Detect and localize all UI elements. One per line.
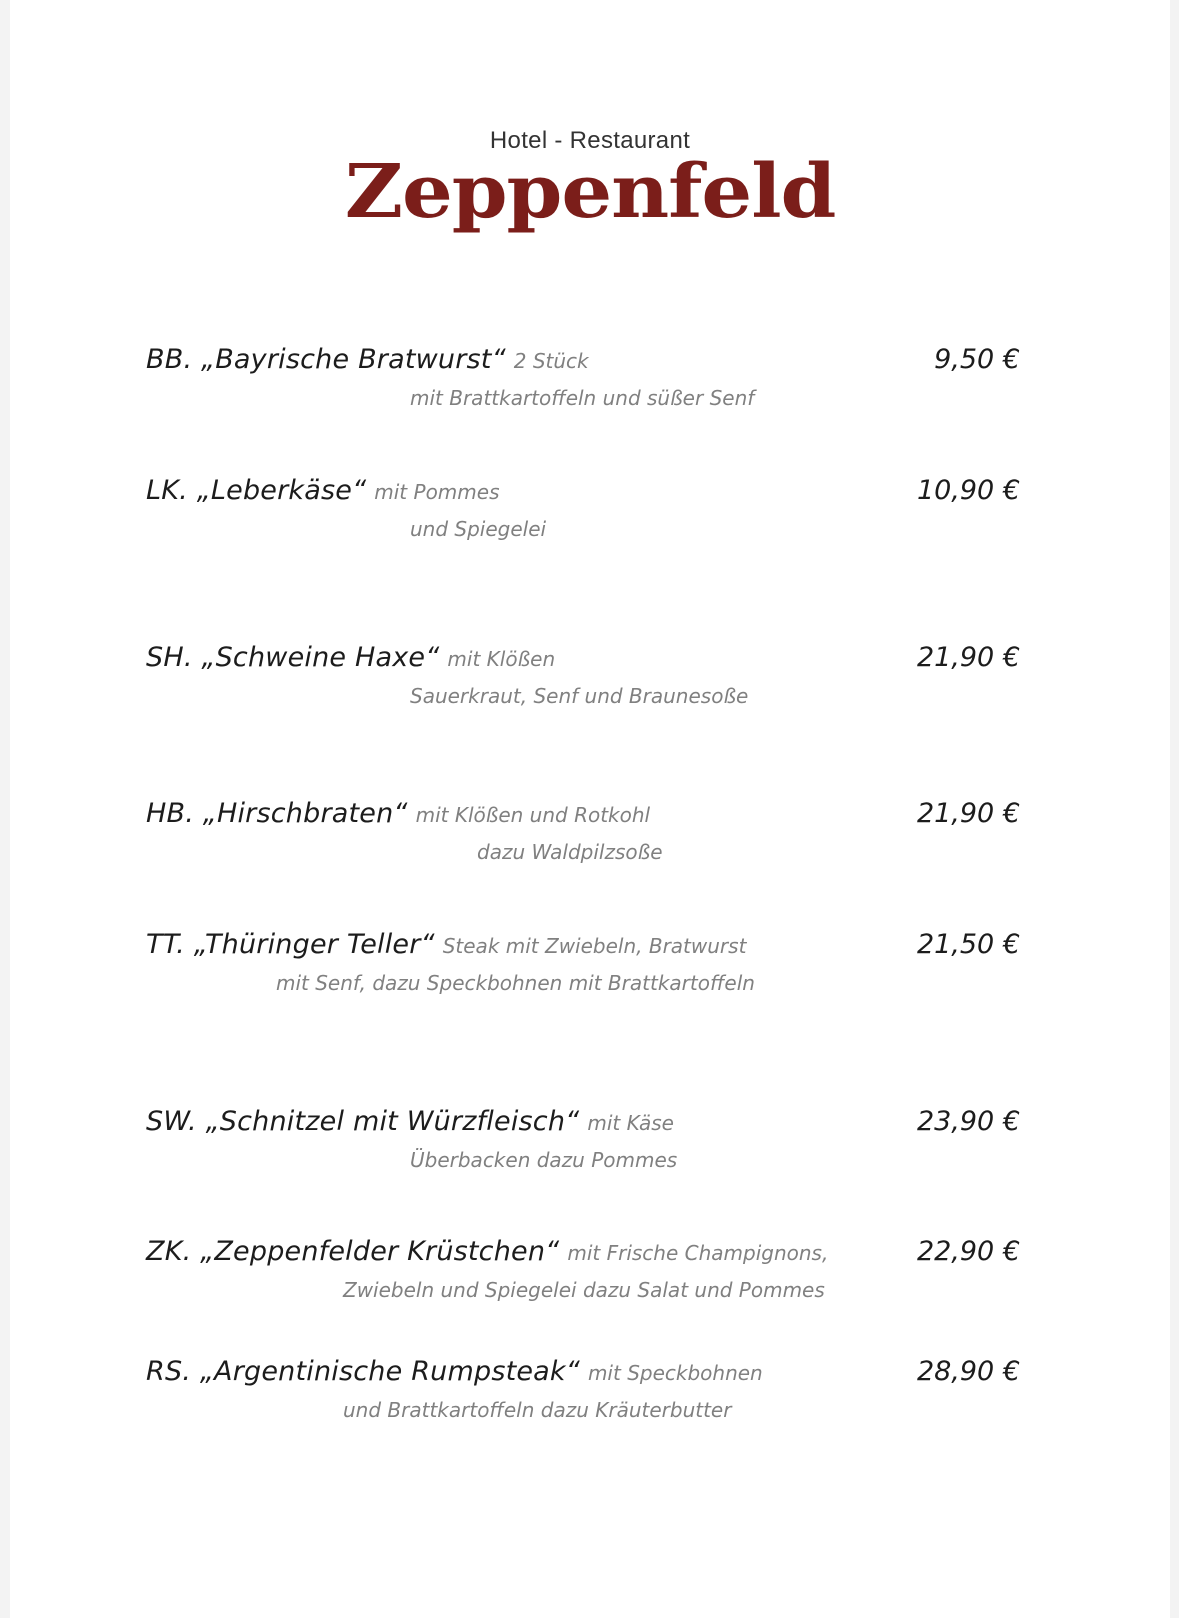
- menu-item-description-line: Sauerkraut, Senf und Braunesoße: [410, 684, 749, 708]
- menu-item-description: mit Käse: [587, 1111, 674, 1135]
- restaurant-logo: [340, 126, 840, 256]
- menu-item-title-line: [146, 475, 500, 506]
- menu-item-description: Steak mit Zwiebeln, Bratwurst: [442, 934, 747, 958]
- menu-item-name: RS. „Argentinische Rumpsteak“: [146, 1356, 580, 1387]
- menu-item-price: 28,90 €: [916, 1356, 1020, 1387]
- menu-item-title-line: [146, 642, 555, 673]
- menu-item: [10, 1106, 1170, 1196]
- menu-item-description: 2 Stück: [513, 349, 589, 373]
- menu-item-title-line: [146, 1236, 828, 1267]
- menu-item-price: 9,50 €: [934, 344, 1020, 375]
- menu-item-description-line: Überbacken dazu Pommes: [410, 1148, 678, 1172]
- menu-item: [10, 798, 1170, 888]
- menu-item-price: 21,90 €: [916, 642, 1020, 673]
- menu-item: [10, 344, 1170, 434]
- menu-item-description: mit Pommes: [374, 480, 500, 504]
- menu-item-description: mit Klößen und Rotkohl: [415, 803, 651, 827]
- menu-item-title-line: [146, 798, 650, 829]
- menu-page: [10, 0, 1170, 1618]
- menu-item: [10, 929, 1170, 1019]
- menu-item-price: 10,90 €: [916, 475, 1020, 506]
- menu-item: [10, 1236, 1170, 1326]
- menu-item-description-line: mit Brattkartoffeln und süßer Senf: [410, 386, 755, 410]
- menu-item: [10, 1356, 1170, 1446]
- menu-item-title-line: [146, 1106, 674, 1137]
- menu-item-description-line: mit Senf, dazu Speckbohnen mit Brattkartoffeln: [276, 971, 755, 995]
- menu-item-description: mit Klößen: [447, 647, 556, 671]
- menu-item-description-line: Zwiebeln und Spiegelei dazu Salat und Pommes: [343, 1278, 825, 1302]
- menu-item-description-line: und Spiegelei: [410, 517, 547, 541]
- menu-item-description-line: dazu Waldpilzsoße: [477, 840, 663, 864]
- menu-item-title-line: [146, 344, 589, 375]
- menu-item-name: BB. „Bayrische Bratwurst“: [146, 344, 506, 375]
- menu-item: [10, 642, 1170, 732]
- menu-item-title-line: [146, 929, 746, 960]
- menu-item-price: 23,90 €: [916, 1106, 1020, 1137]
- menu-item-description-line: und Brattkartoffeln dazu Kräuterbutter: [343, 1398, 732, 1422]
- menu-item-name: TT. „Thüringer Teller“: [146, 929, 435, 960]
- menu-item-description: mit Speckbohnen: [587, 1361, 763, 1385]
- menu-item-description: mit Frische Champignons,: [567, 1241, 829, 1265]
- menu-item-price: 22,90 €: [916, 1236, 1020, 1267]
- menu-item-name: SW. „Schnitzel mit Würzfleisch“: [146, 1106, 580, 1137]
- menu-item-name: ZK. „Zeppenfelder Krüstchen“: [146, 1236, 560, 1267]
- menu-item-name: SH. „Schweine Haxe“: [146, 642, 440, 673]
- menu-item-name: LK. „Leberkäse“: [146, 475, 367, 506]
- menu-item: [10, 475, 1170, 565]
- logo-subtitle: Hotel - Restaurant: [489, 127, 691, 154]
- menu-item-title-line: [146, 1356, 763, 1387]
- logo-name: Zeppenfeld: [344, 149, 836, 235]
- menu-item-price: 21,50 €: [916, 929, 1020, 960]
- menu-item-price: 21,90 €: [916, 798, 1020, 829]
- menu-item-name: HB. „Hirschbraten“: [146, 798, 408, 829]
